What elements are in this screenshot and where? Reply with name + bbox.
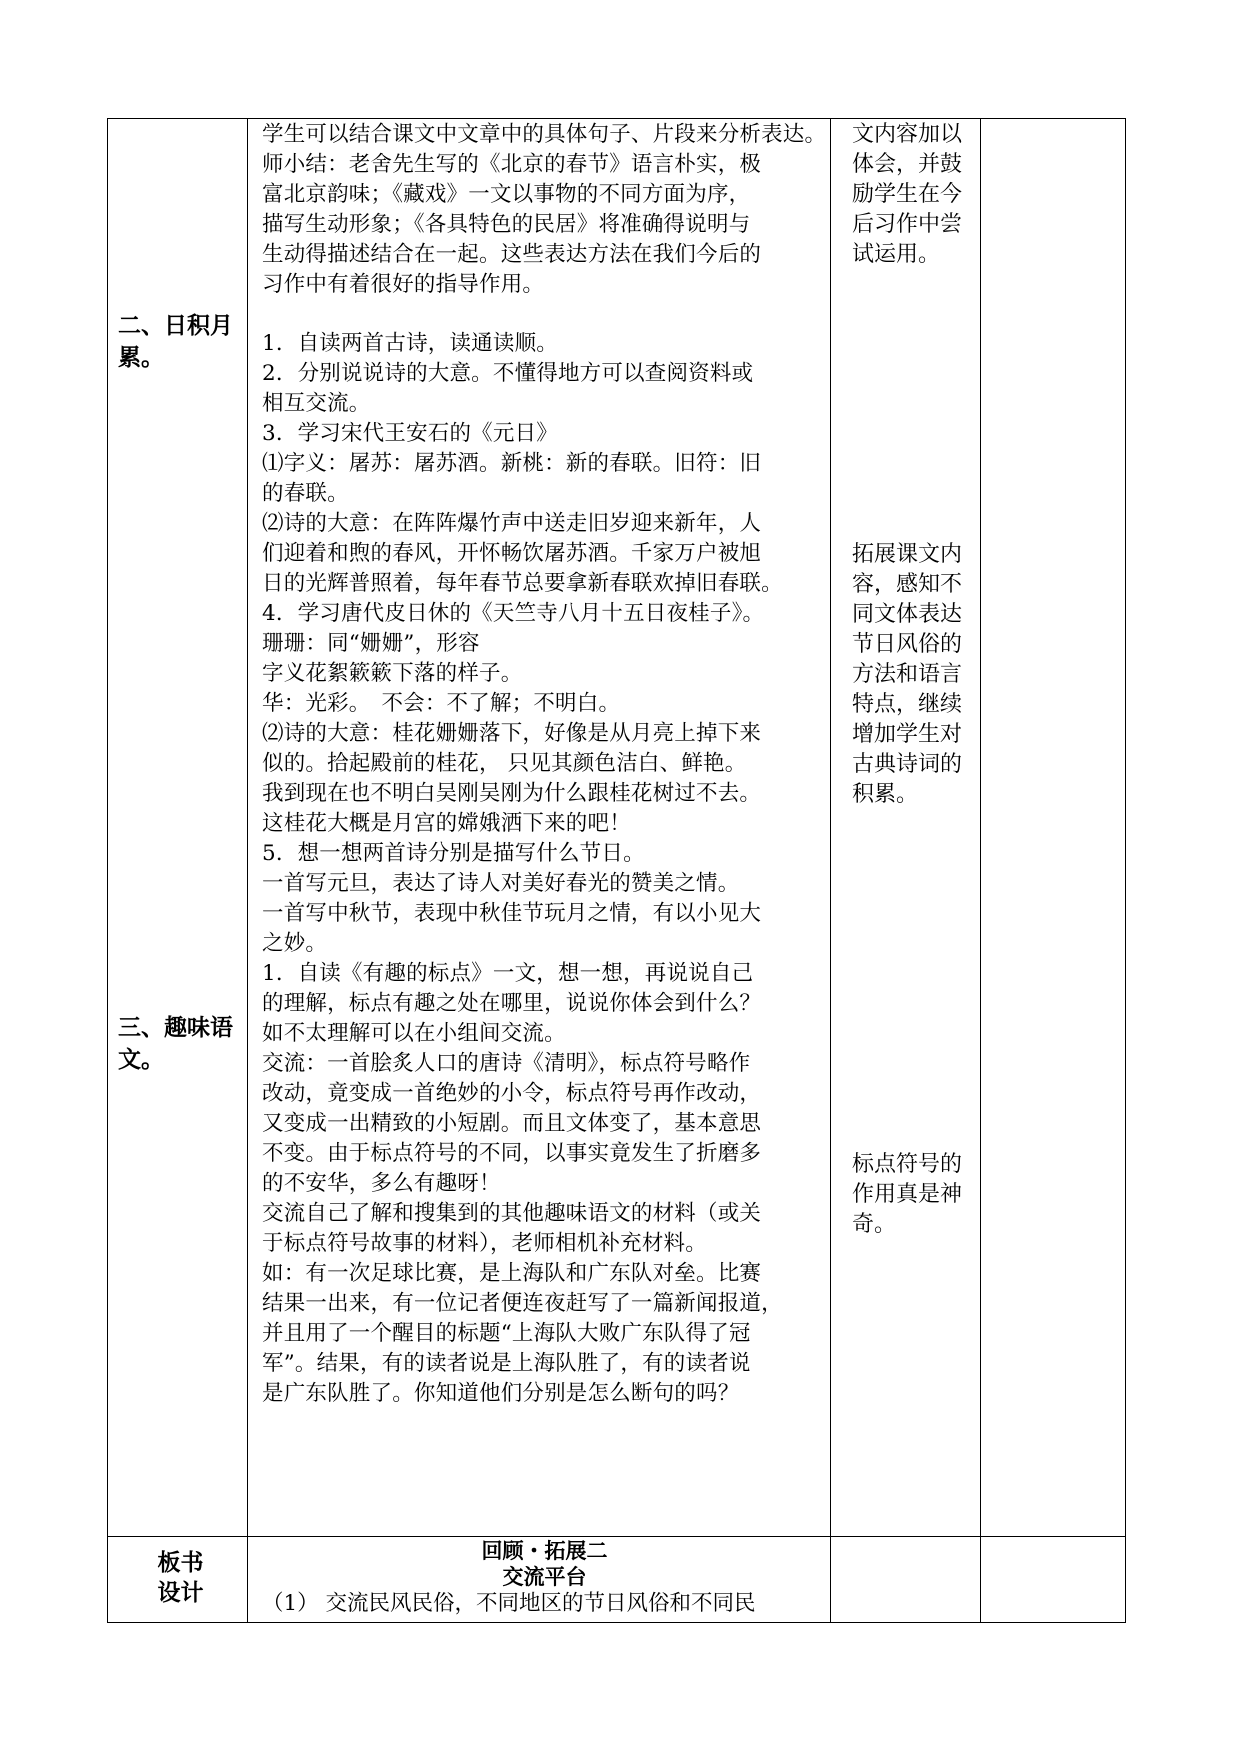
note-line: 标点符号的: [852, 1152, 963, 1177]
table-row-divider: [107, 1536, 1126, 1537]
board-design-label: [118, 1548, 243, 1608]
content-line: 我到现在也不明白吴刚吴刚为什么跟桂花树过不去。: [262, 781, 762, 806]
design-note-writing: [852, 120, 984, 270]
section-label-accumulation: [118, 310, 243, 374]
content-line: 似的。拾起殿前的桂花， 只见其颜色洁白、鲜艳。: [262, 751, 747, 776]
table-column-divider: [830, 118, 831, 1623]
content-line: 华：光彩。 不会：不了解；不明白。: [262, 691, 621, 716]
content-line: 珊珊：同“姗姗”，形容: [262, 631, 480, 656]
content-line: 字义花絮簌簌下落的样子。: [262, 661, 523, 686]
table-column-divider: [980, 118, 981, 1623]
content-line: 习作中有着很好的指导作用。: [262, 272, 545, 297]
content-line: 是广东队胜了。你知道他们分别是怎么断句的吗？: [262, 1381, 740, 1406]
note-line: 特点，继续: [852, 692, 963, 717]
lesson-content: [262, 120, 827, 1409]
note-line: 文内容加以: [852, 122, 963, 147]
note-line: 励学生在今: [852, 182, 963, 207]
section-label-text: 二、日积月累。: [118, 313, 233, 371]
note-line: 后习作中尝: [852, 212, 963, 237]
section-label-text: 三、趣味语文。: [118, 1015, 233, 1073]
content-line: 交流：一首脍炙人口的唐诗《清明》，标点符号略作: [262, 1051, 751, 1076]
content-line: 这桂花大概是月宫的嫦娥洒下来的吧！: [262, 811, 631, 836]
board-title: [262, 1538, 827, 1564]
content-line: 5．想一想两首诗分别是描写什么节日。: [262, 841, 645, 866]
content-line: ⑵诗的大意：桂花姗姗落下，好像是从月亮上掉下来: [262, 721, 762, 746]
content-line: 描写生动形象；《各具特色的民居》将准确得说明与: [262, 212, 751, 237]
board-subtitle-text: 交流平台: [502, 1565, 587, 1589]
table-left-border: [107, 118, 108, 1623]
content-line: 如：有一次足球比赛，是上海队和广东队对垒。比赛: [262, 1261, 762, 1286]
content-line: 于标点符号故事的材料），老师相机补充材料。: [262, 1231, 707, 1256]
content-line: 4．学习唐代皮日休的《天竺寺八月十五日夜桂子》。: [262, 601, 765, 626]
board-subtitle: [262, 1564, 827, 1590]
content-line: 改动，竟变成一首绝妙的小令，标点符号再作改动，: [262, 1081, 762, 1106]
note-line: 方法和语言: [852, 662, 963, 687]
content-line: 军”。结果，有的读者说是上海队胜了，有的读者说: [262, 1351, 751, 1376]
note-line: 积累。: [852, 782, 919, 807]
note-line: 古典诗词的: [852, 752, 963, 777]
content-line: 的理解，标点有趣之处在哪里，说说你体会到什么？: [262, 991, 762, 1016]
content-line: 并且用了一个醒目的标题“上海队大败广东队得了冠: [262, 1321, 751, 1346]
content-line: 1．自读两首古诗，读通读顺。: [262, 331, 558, 356]
content-line: 不变。由于标点符号的不同，以事实竟发生了折磨多: [262, 1141, 762, 1166]
content-line: 结果一出来，有一位记者便连夜赶写了一篇新闻报道，: [262, 1291, 783, 1316]
note-line: 作用真是神: [852, 1182, 963, 1207]
content-line: 富北京韵味；《藏戏》一文以事物的不同方面为序，: [262, 182, 751, 207]
content-blank-line: [262, 300, 827, 329]
content-line: 的不安华，多么有趣呀！: [262, 1171, 501, 1196]
content-line: 们迎着和煦的春风，开怀畅饮屠苏酒。千家万户被旭: [262, 541, 762, 566]
note-line: 节日风俗的: [852, 632, 963, 657]
board-title-text: 回顾・拓展二: [481, 1539, 608, 1563]
note-line: 同文体表达: [852, 602, 963, 627]
content-line: 师小结：老舍先生写的《北京的春节》语言朴实，极: [262, 152, 762, 177]
content-line: 的春联。: [262, 481, 349, 506]
note-line: 增加学生对: [852, 722, 963, 747]
board-content-line: [262, 1591, 827, 1617]
content-line: 3．学习宋代王安石的《元日》: [262, 421, 558, 446]
note-line: 试运用。: [852, 242, 941, 267]
content-line: 相互交流。: [262, 391, 371, 416]
table-column-divider: [247, 118, 248, 1623]
note-line: 容，感知不: [852, 572, 963, 597]
content-line: ⑵诗的大意：在阵阵爆竹声中送走旧岁迎来新年，人: [262, 511, 762, 536]
note-line: 奇。: [852, 1212, 897, 1237]
table-right-border: [1125, 118, 1126, 1623]
content-line: 之妙。: [262, 931, 328, 956]
content-line: 交流自己了解和搜集到的其他趣味语文的材料（或关: [262, 1201, 762, 1226]
board-content-text: （1） 交流民风民俗，不同地区的节日风俗和不同民: [262, 1591, 756, 1616]
design-note-punctuation: [852, 1150, 984, 1240]
content-line: 日的光辉普照着，每年春节总要拿新春联欢掉旧春联。: [262, 571, 783, 596]
content-line: 学生可以结合课文中文章中的具体句子、片段来分析表达。: [262, 122, 827, 147]
content-line: ⑴字义：屠苏：屠苏酒。新桃：新的春联。旧符：旧: [262, 451, 762, 476]
design-note-poetry: [852, 540, 984, 810]
note-line: 体会，并鼓: [852, 152, 963, 177]
content-line: 又变成一出精致的小短剧。而且文体变了，基本意思: [262, 1111, 762, 1136]
content-line: 一首写元旦，表达了诗人对美好春光的赞美之情。: [262, 871, 740, 896]
content-line: 1．自读《有趣的标点》一文，想一想，再说说自己: [262, 961, 754, 986]
content-line: 生动得描述结合在一起。这些表达方法在我们今后的: [262, 242, 762, 267]
table-top-border: [107, 118, 1126, 119]
table-bottom-border: [107, 1622, 1126, 1623]
content-line: 2．分别说说诗的大意。不懂得地方可以查阅资料或: [262, 361, 754, 386]
content-line: 如不太理解可以在小组间交流。: [262, 1021, 566, 1046]
note-line: 拓展课文内: [852, 542, 963, 567]
board-design-label-text: 板书设计: [157, 1550, 204, 1606]
content-line: 一首写中秋节，表现中秋佳节玩月之情，有以小见大: [262, 901, 762, 926]
section-label-fun-chinese: [118, 1012, 243, 1076]
